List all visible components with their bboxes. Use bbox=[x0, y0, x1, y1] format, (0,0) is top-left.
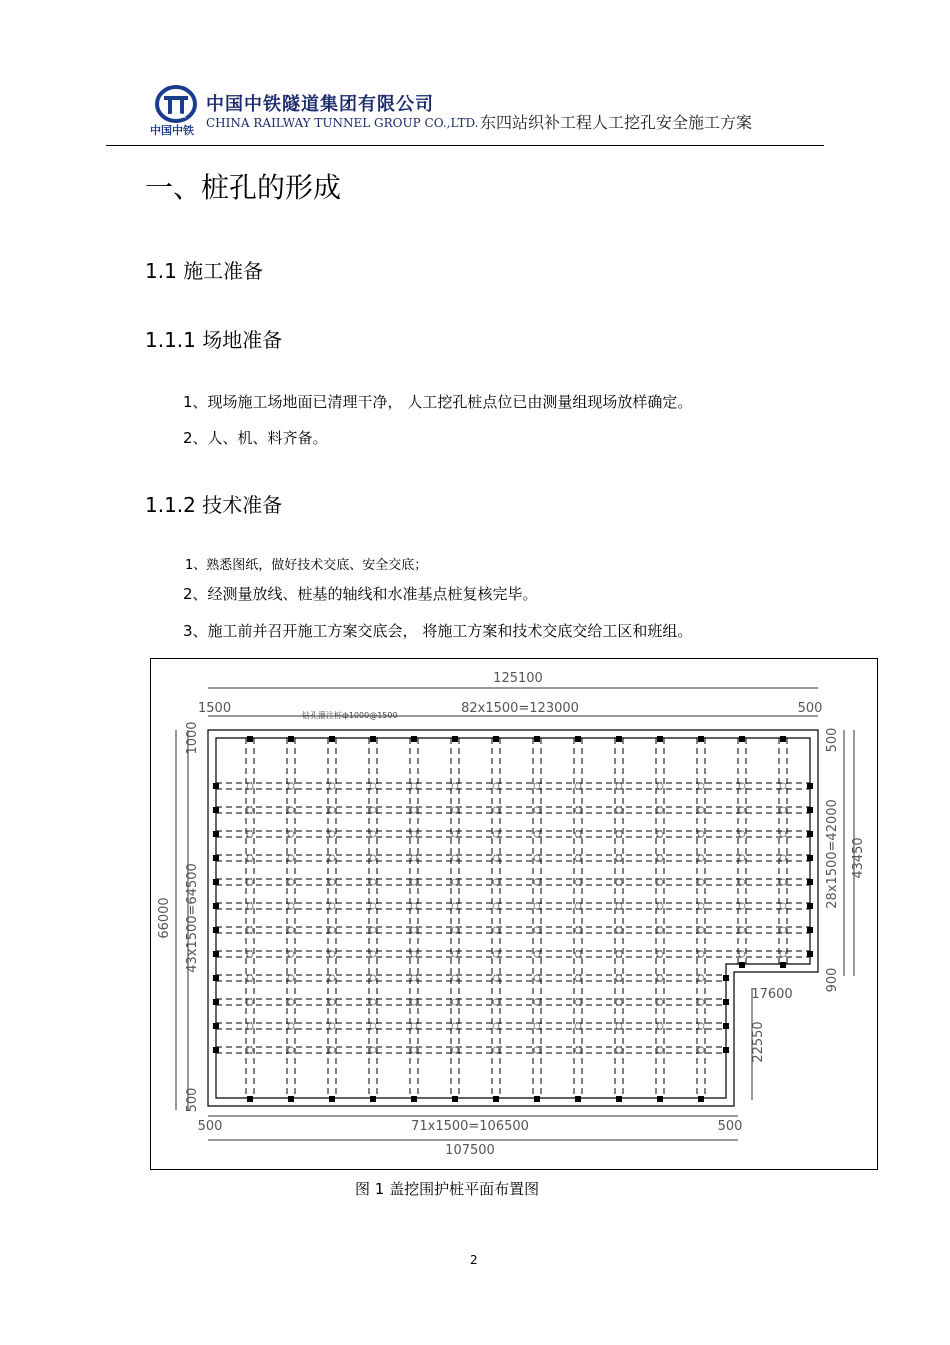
column-marker bbox=[288, 807, 294, 813]
dim-bottom-total: 107500 bbox=[445, 1143, 495, 1158]
column-marker bbox=[616, 831, 622, 837]
pile-marker bbox=[575, 1096, 581, 1102]
dim-top-total: 125100 bbox=[493, 671, 543, 686]
column-marker bbox=[575, 807, 581, 813]
column-marker bbox=[370, 903, 376, 909]
column-marker bbox=[780, 951, 786, 957]
dim-right-bottom: 900 bbox=[825, 967, 840, 993]
dim-left-mid: 43x1500=64500 bbox=[185, 863, 200, 973]
column-marker bbox=[698, 783, 704, 789]
header-divider bbox=[106, 145, 824, 146]
pile-marker bbox=[370, 736, 376, 742]
column-marker bbox=[411, 975, 417, 981]
pile-marker bbox=[807, 855, 813, 861]
column-marker bbox=[493, 1023, 499, 1029]
column-marker bbox=[739, 927, 745, 933]
column-marker bbox=[616, 879, 622, 885]
column-marker bbox=[452, 879, 458, 885]
column-marker bbox=[575, 975, 581, 981]
column-marker bbox=[698, 975, 704, 981]
column-marker bbox=[739, 951, 745, 957]
pile-marker bbox=[213, 927, 219, 933]
column-marker bbox=[329, 975, 335, 981]
pile-marker bbox=[807, 951, 813, 957]
column-marker bbox=[370, 999, 376, 1005]
column-marker bbox=[452, 783, 458, 789]
column-marker bbox=[698, 879, 704, 885]
column-marker bbox=[534, 1047, 540, 1053]
column-marker bbox=[452, 951, 458, 957]
column-marker bbox=[452, 1023, 458, 1029]
pile-marker bbox=[288, 1096, 294, 1102]
column-marker bbox=[411, 903, 417, 909]
company-name-en: CHINA RAILWAY TUNNEL GROUP CO.,LTD. bbox=[206, 116, 479, 130]
pile-marker bbox=[411, 1096, 417, 1102]
column-marker bbox=[329, 951, 335, 957]
column-marker bbox=[780, 903, 786, 909]
column-marker bbox=[247, 855, 253, 861]
pile-marker bbox=[213, 951, 219, 957]
column-marker bbox=[534, 903, 540, 909]
column-marker bbox=[329, 1047, 335, 1053]
column-marker bbox=[288, 855, 294, 861]
column-marker bbox=[247, 927, 253, 933]
column-marker bbox=[329, 855, 335, 861]
column-marker bbox=[411, 1023, 417, 1029]
column-marker bbox=[247, 903, 253, 909]
column-marker bbox=[534, 975, 540, 981]
column-marker bbox=[739, 879, 745, 885]
paragraph: 1、现场施工场地面已清理干净， 人工挖孔桩点位已由测量组现场放样确定。 bbox=[183, 393, 693, 411]
column-marker bbox=[288, 903, 294, 909]
column-marker bbox=[288, 1023, 294, 1029]
column-marker bbox=[616, 927, 622, 933]
column-marker bbox=[534, 783, 540, 789]
pile-marker bbox=[534, 736, 540, 742]
column-marker bbox=[370, 807, 376, 813]
pile-marker bbox=[288, 736, 294, 742]
column-marker bbox=[698, 807, 704, 813]
column-marker bbox=[493, 879, 499, 885]
column-marker bbox=[370, 855, 376, 861]
column-marker bbox=[575, 903, 581, 909]
column-marker bbox=[452, 831, 458, 837]
pile-marker bbox=[213, 783, 219, 789]
column-marker bbox=[370, 927, 376, 933]
paragraph: 2、经测量放线、桩基的轴线和水准基点桩复核完毕。 bbox=[183, 585, 538, 603]
column-marker bbox=[329, 807, 335, 813]
column-marker bbox=[493, 903, 499, 909]
column-marker bbox=[247, 999, 253, 1005]
column-marker bbox=[411, 807, 417, 813]
dim-top-mid: 82x1500=123000 bbox=[461, 701, 579, 716]
column-marker bbox=[616, 999, 622, 1005]
column-marker bbox=[657, 783, 663, 789]
column-marker bbox=[657, 1047, 663, 1053]
pile-marker bbox=[807, 831, 813, 837]
column-marker bbox=[780, 927, 786, 933]
column-marker bbox=[780, 855, 786, 861]
column-marker bbox=[534, 927, 540, 933]
pile-marker bbox=[213, 1023, 219, 1029]
pile-marker bbox=[213, 903, 219, 909]
dim-left-bottom: 500 bbox=[185, 1087, 200, 1113]
column-marker bbox=[411, 831, 417, 837]
column-marker bbox=[247, 807, 253, 813]
column-marker bbox=[575, 855, 581, 861]
column-marker bbox=[411, 1047, 417, 1053]
column-marker bbox=[493, 783, 499, 789]
pile-marker bbox=[807, 927, 813, 933]
column-marker bbox=[534, 807, 540, 813]
pile-marker bbox=[807, 807, 813, 813]
pile-marker bbox=[616, 736, 622, 742]
column-marker bbox=[698, 999, 704, 1005]
column-marker bbox=[575, 927, 581, 933]
dim-left-total: 66000 bbox=[157, 897, 172, 939]
pile-marker bbox=[213, 831, 219, 837]
column-marker bbox=[616, 855, 622, 861]
column-marker bbox=[247, 951, 253, 957]
document-title: 东四站织补工程人工挖孔安全施工方案 bbox=[480, 113, 753, 132]
pile-marker bbox=[723, 1023, 729, 1029]
column-marker bbox=[452, 807, 458, 813]
figure-caption: 图 1 盖挖围护桩平面布置图 bbox=[355, 1180, 540, 1198]
column-marker bbox=[739, 831, 745, 837]
column-marker bbox=[657, 1023, 663, 1029]
column-marker bbox=[452, 999, 458, 1005]
column-marker bbox=[411, 999, 417, 1005]
column-marker bbox=[616, 783, 622, 789]
column-marker bbox=[616, 903, 622, 909]
column-marker bbox=[288, 951, 294, 957]
column-marker bbox=[411, 927, 417, 933]
column-marker bbox=[247, 975, 253, 981]
column-marker bbox=[329, 1023, 335, 1029]
column-marker bbox=[247, 879, 253, 885]
column-marker bbox=[534, 999, 540, 1005]
column-marker bbox=[739, 807, 745, 813]
column-marker bbox=[452, 1047, 458, 1053]
column-marker bbox=[247, 831, 253, 837]
column-marker bbox=[493, 951, 499, 957]
column-marker bbox=[288, 1047, 294, 1053]
column-marker bbox=[657, 975, 663, 981]
dim-bottom-right: 500 bbox=[717, 1119, 743, 1134]
column-marker bbox=[288, 879, 294, 885]
column-marker bbox=[534, 879, 540, 885]
paragraph: 1、熟悉图纸，做好技术交底、安全交底； bbox=[185, 558, 428, 573]
pile-marker bbox=[723, 999, 729, 1005]
pile-layout-plan bbox=[150, 658, 878, 1170]
column-marker bbox=[698, 903, 704, 909]
dim-bottom-mid: 71x1500=106500 bbox=[411, 1119, 529, 1134]
section-heading-1-1: 1.1 施工准备 bbox=[145, 259, 264, 283]
column-marker bbox=[452, 975, 458, 981]
column-marker bbox=[329, 903, 335, 909]
pile-marker bbox=[780, 736, 786, 742]
column-marker bbox=[493, 855, 499, 861]
dim-bottom-left: 500 bbox=[197, 1119, 223, 1134]
column-marker bbox=[370, 975, 376, 981]
column-marker bbox=[575, 999, 581, 1005]
column-marker bbox=[493, 999, 499, 1005]
column-marker bbox=[780, 807, 786, 813]
column-marker bbox=[452, 927, 458, 933]
pile-marker bbox=[213, 975, 219, 981]
pile-marker bbox=[329, 736, 335, 742]
column-marker bbox=[493, 975, 499, 981]
column-marker bbox=[288, 999, 294, 1005]
column-marker bbox=[288, 927, 294, 933]
pile-marker bbox=[213, 807, 219, 813]
column-marker bbox=[616, 951, 622, 957]
company-name-cn: 中国中铁隧道集团有限公司 bbox=[206, 94, 434, 115]
pile-marker bbox=[329, 1096, 335, 1102]
column-marker bbox=[575, 1023, 581, 1029]
column-marker bbox=[411, 783, 417, 789]
column-marker bbox=[657, 999, 663, 1005]
column-marker bbox=[329, 999, 335, 1005]
pile-marker bbox=[247, 736, 253, 742]
column-marker bbox=[534, 855, 540, 861]
column-marker bbox=[780, 831, 786, 837]
dim-left-top: 1000 bbox=[185, 721, 200, 755]
pile-note: 钻孔灌注桩ф1000@1500 bbox=[302, 711, 398, 720]
column-marker bbox=[780, 879, 786, 885]
dim-notch-depth: 22550 bbox=[751, 1021, 766, 1063]
column-marker bbox=[657, 831, 663, 837]
logo-text: 中国中铁 bbox=[150, 124, 194, 137]
paragraph: 2、人、机、料齐备。 bbox=[183, 429, 328, 447]
column-marker bbox=[370, 783, 376, 789]
dim-notch-width: 17600 bbox=[751, 987, 793, 1002]
column-marker bbox=[739, 903, 745, 909]
pile-marker bbox=[698, 736, 704, 742]
pile-marker bbox=[534, 1096, 540, 1102]
pile-marker bbox=[452, 736, 458, 742]
section-heading-1-1-2: 1.1.2 技术准备 bbox=[145, 493, 283, 517]
column-marker bbox=[698, 831, 704, 837]
pile-marker bbox=[213, 855, 219, 861]
column-marker bbox=[329, 927, 335, 933]
column-marker bbox=[452, 855, 458, 861]
pile-marker bbox=[807, 903, 813, 909]
chapter-heading: 一、桩孔的形成 bbox=[145, 171, 342, 204]
column-marker bbox=[657, 927, 663, 933]
dim-top-right: 500 bbox=[797, 701, 823, 716]
pile-marker bbox=[493, 1096, 499, 1102]
column-marker bbox=[247, 1023, 253, 1029]
pile-marker bbox=[575, 736, 581, 742]
column-marker bbox=[534, 831, 540, 837]
column-marker bbox=[575, 879, 581, 885]
column-marker bbox=[370, 1023, 376, 1029]
column-marker bbox=[698, 951, 704, 957]
pile-marker bbox=[452, 1096, 458, 1102]
pile-marker bbox=[698, 1096, 704, 1102]
column-marker bbox=[575, 831, 581, 837]
column-marker bbox=[575, 1047, 581, 1053]
column-marker bbox=[247, 783, 253, 789]
column-marker bbox=[739, 783, 745, 789]
pile-marker bbox=[213, 999, 219, 1005]
plan-drawing bbox=[176, 688, 854, 1140]
column-marker bbox=[616, 1047, 622, 1053]
column-marker bbox=[370, 951, 376, 957]
column-marker bbox=[780, 783, 786, 789]
pile-marker bbox=[807, 783, 813, 789]
column-marker bbox=[698, 1047, 704, 1053]
pile-marker bbox=[247, 1096, 253, 1102]
pile-marker bbox=[739, 962, 745, 968]
page-number: 2 bbox=[470, 1253, 478, 1267]
column-marker bbox=[616, 975, 622, 981]
column-marker bbox=[657, 807, 663, 813]
column-marker bbox=[452, 903, 458, 909]
column-marker bbox=[329, 831, 335, 837]
column-marker bbox=[493, 927, 499, 933]
column-marker bbox=[411, 951, 417, 957]
column-marker bbox=[575, 783, 581, 789]
column-marker bbox=[411, 879, 417, 885]
column-marker bbox=[329, 783, 335, 789]
column-marker bbox=[493, 807, 499, 813]
column-marker bbox=[288, 975, 294, 981]
column-marker bbox=[739, 855, 745, 861]
pile-marker bbox=[493, 736, 499, 742]
dim-right-top: 500 bbox=[825, 727, 840, 753]
dim-top-left: 1500 bbox=[198, 701, 232, 716]
column-marker bbox=[657, 879, 663, 885]
pile-marker bbox=[723, 1047, 729, 1053]
pile-marker bbox=[213, 879, 219, 885]
pile-marker bbox=[657, 736, 663, 742]
column-marker bbox=[493, 831, 499, 837]
column-marker bbox=[534, 951, 540, 957]
logo-badge: CREC bbox=[170, 113, 187, 120]
column-marker bbox=[370, 831, 376, 837]
column-marker bbox=[370, 879, 376, 885]
column-marker bbox=[575, 951, 581, 957]
pile-marker bbox=[616, 1096, 622, 1102]
pile-marker bbox=[370, 1096, 376, 1102]
column-marker bbox=[534, 1023, 540, 1029]
column-marker bbox=[616, 1023, 622, 1029]
column-marker bbox=[247, 1047, 253, 1053]
pile-marker bbox=[657, 1096, 663, 1102]
company-logo bbox=[150, 84, 210, 138]
pile-marker bbox=[739, 736, 745, 742]
pile-marker bbox=[807, 879, 813, 885]
column-marker bbox=[616, 807, 622, 813]
pile-marker bbox=[213, 1047, 219, 1053]
paragraph: 3、施工前并召开施工方案交底会， 将施工方案和技术交底交给工区和班组。 bbox=[183, 622, 693, 640]
column-marker bbox=[657, 903, 663, 909]
column-marker bbox=[493, 1047, 499, 1053]
section-heading-1-1-1: 1.1.1 场地准备 bbox=[145, 328, 283, 352]
inner-wall bbox=[216, 738, 810, 1098]
dim-right-total: 43450 bbox=[851, 837, 866, 879]
column-marker bbox=[411, 855, 417, 861]
column-marker bbox=[657, 855, 663, 861]
column-marker bbox=[288, 831, 294, 837]
pile-marker bbox=[780, 962, 786, 968]
column-marker bbox=[698, 855, 704, 861]
pile-marker bbox=[411, 736, 417, 742]
column-marker bbox=[698, 927, 704, 933]
column-marker bbox=[698, 1023, 704, 1029]
column-marker bbox=[329, 879, 335, 885]
column-marker bbox=[288, 783, 294, 789]
column-marker bbox=[657, 951, 663, 957]
dim-right-mid: 28x1500=42000 bbox=[825, 799, 840, 909]
pile-marker bbox=[723, 975, 729, 981]
column-marker bbox=[370, 1047, 376, 1053]
